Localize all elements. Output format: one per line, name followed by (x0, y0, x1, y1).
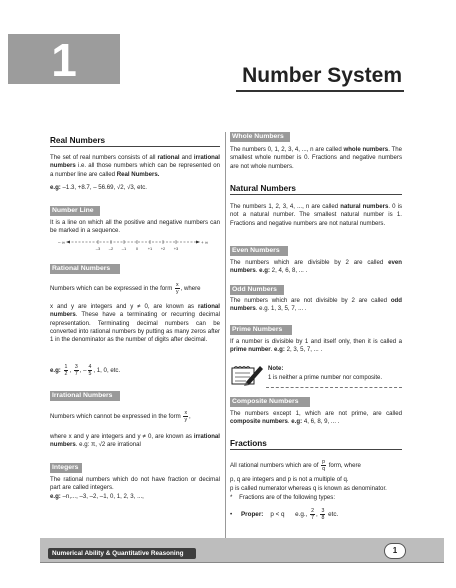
rational-example: e.g: $\frac{1}{2}$ , $\frac{3}{7}$ , – $\frac{4}{5}$ , 1, 0, etc. (50, 364, 121, 377)
fraction-p-over-q: $\frac{p}{q}$ (322, 459, 325, 472)
number-line-tick-label: +2 (160, 246, 166, 251)
rational-text-body: x and y are integers and y ≠ 0, are known as rational numbers. These have a terminating or recurring decimal representation. Terminating decimal numbers can be converted into rational numbers by putting as many zeros after 1 in the denominator as the number of digits after decimal. (50, 303, 220, 344)
column-divider (225, 132, 226, 538)
heading-fractions: Fractions (230, 439, 267, 448)
integers-example: e.g: –n,..., –3, –2, –1, 0, 1, 2, 3, ..., (50, 493, 144, 500)
fractions-proper: • Proper: p < q e.g., $\frac{2}{7}$ , $\frac{3}{8}$ etc. (230, 508, 339, 521)
footer-book-title: Numerical Ability & Quantitative Reasoning (48, 548, 196, 559)
heading-real-numbers: Real Numbers (50, 136, 106, 145)
heading-odd-numbers: Odd Numbers (230, 285, 284, 295)
even-numbers-text: The numbers which are divisible by 2 are called even numbers. e.g: 2, 4, 6, 8, ... . (230, 259, 402, 275)
number-line-neg-inf: – ∞ (58, 240, 65, 245)
natural-numbers-text: The numbers 1, 2, 3, 4, ..., n are called natural numbers. 0 is not a natural number. The smallest natural number is 1. Fractions and negative numbers are not natural numbers. (230, 203, 403, 227)
chapter-number-box (8, 34, 120, 84)
page-number: 1 (384, 543, 406, 559)
title-underline (236, 90, 404, 92)
number-line-text: It is a line on which all the positive and negative numbers can be marked in a sequence. (50, 219, 220, 235)
heading-prime-numbers: Prime Numbers (230, 325, 292, 335)
number-line-tick-label: –2 (108, 246, 114, 251)
heading-integers: Integers (50, 463, 82, 473)
number-line-tick-label: –3 (95, 246, 101, 251)
note-pencil-icon (230, 362, 266, 388)
chapter-title: Number System (242, 64, 402, 87)
fractions-line2: p, q are integers and p is not a multiple of q. (230, 476, 349, 483)
heading-composite-numbers: Composite Numbers (230, 397, 310, 407)
number-line-tick-label: –1 (121, 246, 127, 251)
fraction-x-over-y: $\frac{x}{y}$ (184, 410, 188, 423)
real-numbers-example: e.g: –1.3, +8.7, – 56.69, √2, √3, etc. (50, 184, 147, 191)
number-line-tick-label: +1 (147, 246, 153, 251)
heading-rational-numbers: Rational Numbers (50, 264, 120, 274)
number-line-tick-label: +3 (173, 246, 179, 251)
note-text: 1 is neither a prime number nor composite. (268, 374, 383, 381)
heading-irrational-numbers: Irrational Numbers (50, 391, 120, 401)
fraction-x-over-y: $\frac{x}{y}$ (175, 282, 179, 295)
prime-numbers-text: If a number is divisible by 1 and itself only, then it is called a prime number. e.g: 2, 3, 5, 7, ... . (230, 338, 402, 354)
note-dashed-rule (266, 387, 402, 388)
rational-text-line1: Numbers which can be expressed in the form $\frac{x}{y}$ , where (50, 282, 201, 295)
heading-whole-numbers: Whole Numbers (230, 132, 290, 142)
number-line-diagram (58, 236, 208, 252)
chapter-number: 1 (51, 34, 77, 86)
real-numbers-text: The set of real numbers consists of all rational and irrational numbers i.e. all those numbers which can be represented on a number line are called Real Numbers. (50, 154, 220, 178)
number-line-pos-inf: + ∞ (201, 240, 208, 245)
note-box (230, 362, 402, 388)
irrational-text-body: where x and y are integers and y ≠ 0, are known as irrational numbers. e.g: π, √2 are irrational (50, 433, 220, 449)
fractions-line4: * Fractions are of the following types: (230, 494, 336, 501)
heading-even-numbers: Even Numbers (230, 246, 288, 256)
irrational-text-line1: Numbers which cannot be expressed in the form $\frac{x}{y}$ , (50, 410, 191, 423)
number-line-tick-label: 0 (135, 246, 139, 251)
fractions-line3: p is called numerator whereas q is known as denominator. (230, 485, 387, 492)
heading-natural-numbers: Natural Numbers (230, 184, 296, 193)
heading-rule (50, 146, 220, 147)
odd-numbers-text: The numbers which are not divisible by 2 are called odd numbers. e.g. 1, 3, 5, 7, ... . (230, 297, 402, 313)
note-label: Note: (268, 366, 284, 372)
fractions-line1: All rational numbers which are of $\frac{p}{q}$ form, where (230, 459, 361, 472)
whole-numbers-text: The numbers 0, 1, 2, 3, 4, ..., n are called whole numbers. The smallest whole number is 0. Fractions and negative numbers are not whole numbers. (230, 146, 402, 170)
composite-numbers-text: The numbers except 1, which are not prime, are called composite numbers. e.g: 4, 6, 8, 9, ... . (230, 410, 402, 426)
heading-rule (230, 194, 402, 195)
heading-rule (230, 449, 402, 450)
footer-rule (40, 562, 444, 563)
heading-number-line: Number Line (50, 206, 100, 216)
integers-text: The rational numbers which do not have fraction or decimal part are called integers. (50, 476, 220, 492)
